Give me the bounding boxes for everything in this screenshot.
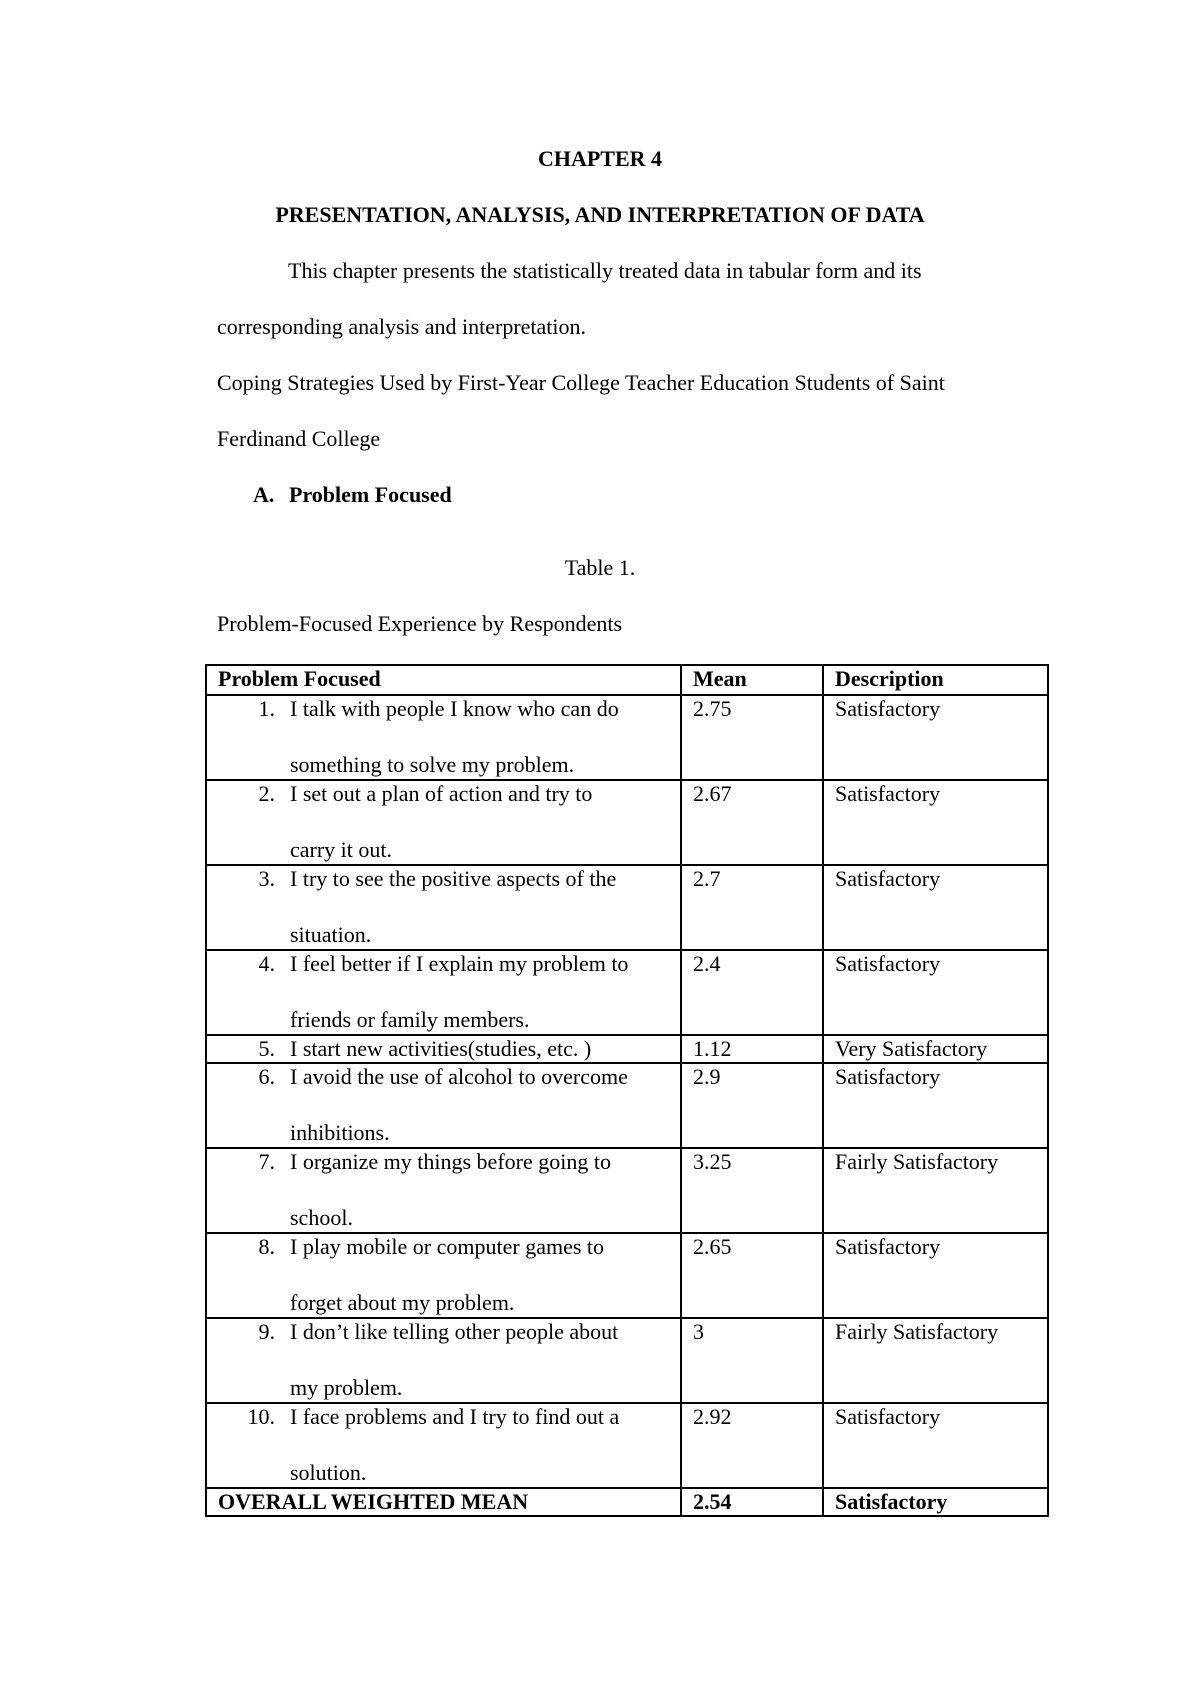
description-cell: Satisfactory [823,1233,1048,1318]
item-text-line-1: I face problems and I try to find out a [290,1404,620,1429]
description-cell: Satisfactory [823,1063,1048,1148]
header-mean: Mean [681,665,823,695]
subsection-letter: A. [253,482,275,507]
item-text-line-1: I feel better if I explain my problem to [290,951,629,976]
chapter-subtitle: PRESENTATION, ANALYSIS, AND INTERPRETATION OF DATA [275,202,925,227]
table-row [206,1035,1048,1063]
item-text-line-1: I start new activities(studies, etc. ) [290,1036,592,1061]
item-text-line-1: I organize my things before going to [290,1149,611,1174]
chapter-title: CHAPTER 4 [537,146,663,171]
total-label: OVERALL WEIGHTED MEAN [206,1488,681,1516]
description-cell: Satisfactory [823,1403,1048,1488]
subsection-title: Problem Focused [289,482,452,507]
description-cell: Satisfactory [823,780,1048,865]
item-text-line-2: something to solve my problem. [290,752,575,777]
mean-cell: 2.9 [681,1063,823,1148]
description-cell: Fairly Satisfactory [823,1318,1048,1403]
item-number: 4. [258,951,275,976]
table-row [206,780,1048,865]
table-row [206,865,1048,950]
description-cell: Satisfactory [823,695,1048,780]
table-total-row [206,1488,1048,1516]
item-text-line-1: I don’t like telling other people about [290,1319,619,1344]
table-number: Table 1. [564,555,636,580]
problem-focused-table [205,664,1049,1517]
table-row [206,1233,1048,1318]
description-cell: Satisfactory [823,950,1048,1035]
item-number: 3. [258,866,275,891]
header-problem-focused: Problem Focused [206,665,681,695]
item-text-line-2: solution. [290,1460,367,1485]
item-text-line-1: I avoid the use of alcohol to overcome [290,1064,628,1089]
mean-cell: 2.4 [681,950,823,1035]
mean-cell: 3 [681,1318,823,1403]
table-row [206,1148,1048,1233]
item-number: 1. [258,696,275,721]
table-row [206,1403,1048,1488]
table-row [206,695,1048,780]
total-mean: 2.54 [681,1488,823,1516]
item-number: 2. [258,781,275,806]
item-text-line-2: school. [290,1205,353,1230]
mean-cell: 2.65 [681,1233,823,1318]
item-text-line-1: I talk with people I know who can do [290,696,619,721]
total-description: Satisfactory [823,1488,1048,1516]
table-row [206,1063,1048,1148]
mean-cell: 2.75 [681,695,823,780]
table-header-row [206,665,1048,695]
table-row [206,1318,1048,1403]
header-description: Description [823,665,1048,695]
item-text-line-2: friends or family members. [290,1007,530,1032]
mean-cell: 2.67 [681,780,823,865]
item-text-line-2: carry it out. [290,837,393,862]
description-cell: Satisfactory [823,865,1048,950]
item-text-line-2: my problem. [290,1375,403,1400]
item-number: 6. [258,1064,275,1089]
item-text-line-1: I set out a plan of action and try to [290,781,593,806]
section-heading-line-1: Coping Strategies Used by First-Year College Teacher Education Students of Saint [217,370,945,395]
intro-line-2: corresponding analysis and interpretation. [217,314,587,339]
item-text-line-1: I try to see the positive aspects of the [290,866,617,891]
intro-line-1: This chapter presents the statistically treated data in tabular form and its [288,258,922,283]
item-number: 8. [258,1234,275,1259]
mean-cell: 2.92 [681,1403,823,1488]
item-number: 9. [258,1319,275,1344]
item-number: 7. [258,1149,275,1174]
item-text-line-2: situation. [290,922,372,947]
description-cell: Fairly Satisfactory [823,1148,1048,1233]
mean-cell: 1.12 [681,1035,823,1063]
item-text-line-2: forget about my problem. [290,1290,515,1315]
mean-cell: 3.25 [681,1148,823,1233]
item-number: 5. [258,1036,275,1061]
item-text-line-2: inhibitions. [290,1120,390,1145]
table-title: Problem-Focused Experience by Respondents [217,611,623,636]
table-row [206,950,1048,1035]
item-text-line-1: I play mobile or computer games to [290,1234,605,1259]
item-number: 10. [247,1404,275,1429]
mean-cell: 2.7 [681,865,823,950]
section-heading-line-2: Ferdinand College [217,426,381,451]
description-cell: Very Satisfactory [823,1035,1048,1063]
